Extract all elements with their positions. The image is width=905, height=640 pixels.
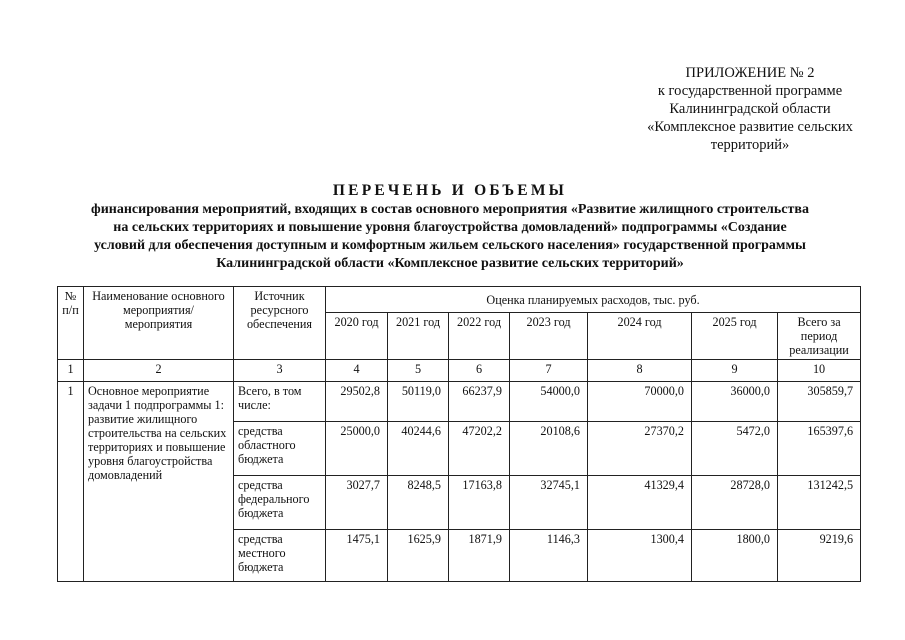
subtitle-line: финансирования мероприятий, входящих в состав основного мероприятия «Развитие жилищного строительства bbox=[91, 202, 809, 217]
value-2021: 50119,0 bbox=[388, 382, 449, 422]
appendix-number: ПРИЛОЖЕНИЕ № 2 bbox=[685, 65, 815, 81]
value-2023: 54000,0 bbox=[510, 382, 588, 422]
header-2022: 2022 год bbox=[449, 313, 510, 360]
title-main: ПЕРЕЧЕНЬ И ОБЪЕМЫ bbox=[332, 182, 568, 199]
source-cell: средства областного бюджета bbox=[234, 422, 326, 476]
source-cell: Всего, в том числе: bbox=[234, 382, 326, 422]
value-2024: 41329,4 bbox=[588, 476, 692, 530]
index-cell: 8 bbox=[588, 360, 692, 382]
appendix-line: к государственной программе bbox=[657, 83, 843, 99]
value-2023: 20108,6 bbox=[510, 422, 588, 476]
header-2020: 2020 год bbox=[326, 313, 388, 360]
value-2021: 1625,9 bbox=[388, 530, 449, 582]
header-row bbox=[58, 287, 861, 313]
value-2021: 40244,6 bbox=[388, 422, 449, 476]
value-2022: 47202,2 bbox=[449, 422, 510, 476]
header-estimate: Оценка планируемых расходов, тыс. руб. bbox=[326, 287, 861, 313]
index-cell: 3 bbox=[234, 360, 326, 382]
header-2024: 2024 год bbox=[588, 313, 692, 360]
index-cell: 9 bbox=[692, 360, 778, 382]
index-cell: 2 bbox=[84, 360, 234, 382]
index-cell: 5 bbox=[388, 360, 449, 382]
document-title bbox=[40, 181, 860, 273]
header-2023: 2023 год bbox=[510, 313, 588, 360]
index-cell: 7 bbox=[510, 360, 588, 382]
value-total: 9219,6 bbox=[778, 530, 861, 582]
value-2022: 66237,9 bbox=[449, 382, 510, 422]
index-cell: 4 bbox=[326, 360, 388, 382]
appendix-line: «Комплексное развитие сельских bbox=[647, 119, 853, 135]
value-2020: 1475,1 bbox=[326, 530, 388, 582]
value-2024: 1300,4 bbox=[588, 530, 692, 582]
appendix-line: территорий» bbox=[710, 137, 790, 153]
item-name: Основное мероприятие задачи 1 подпрограммы 1: развитие жилищного строительства на сельских территориях и повышение уровня благоустройства домовладений bbox=[84, 382, 234, 582]
value-2023: 1146,3 bbox=[510, 530, 588, 582]
value-2024: 70000,0 bbox=[588, 382, 692, 422]
subtitle-line: условий для обеспечения доступным и комфортным жильем сельского населения» государственной программы bbox=[94, 238, 806, 253]
source-cell: средства федерального бюджета bbox=[234, 476, 326, 530]
value-total: 165397,6 bbox=[778, 422, 861, 476]
index-cell: 10 bbox=[778, 360, 861, 382]
value-2022: 1871,9 bbox=[449, 530, 510, 582]
financing-table bbox=[57, 286, 861, 582]
value-2025: 1800,0 bbox=[692, 530, 778, 582]
value-2025: 5472,0 bbox=[692, 422, 778, 476]
appendix-header bbox=[600, 64, 900, 154]
value-2025: 28728,0 bbox=[692, 476, 778, 530]
value-2022: 17163,8 bbox=[449, 476, 510, 530]
index-row bbox=[58, 360, 861, 382]
header-total: Всего за период реализации bbox=[778, 313, 861, 360]
subtitle-line: Калининградской области «Комплексное развитие сельских территорий» bbox=[216, 256, 684, 271]
value-2020: 25000,0 bbox=[326, 422, 388, 476]
index-cell: 1 bbox=[58, 360, 84, 382]
value-2023: 32745,1 bbox=[510, 476, 588, 530]
value-total: 131242,5 bbox=[778, 476, 861, 530]
table-row bbox=[58, 382, 861, 422]
source-cell: средства местного бюджета bbox=[234, 530, 326, 582]
value-total: 305859,7 bbox=[778, 382, 861, 422]
value-2024: 27370,2 bbox=[588, 422, 692, 476]
value-2025: 36000,0 bbox=[692, 382, 778, 422]
header-2025: 2025 год bbox=[692, 313, 778, 360]
header-num: № п/п bbox=[58, 287, 84, 360]
appendix-line: Калининградской области bbox=[669, 101, 831, 117]
header-2021: 2021 год bbox=[388, 313, 449, 360]
value-2021: 8248,5 bbox=[388, 476, 449, 530]
header-name: Наименование основного мероприятия/ мероприятия bbox=[84, 287, 234, 360]
header-source: Источник ресурсного обеспечения bbox=[234, 287, 326, 360]
value-2020: 29502,8 bbox=[326, 382, 388, 422]
title-subtitle bbox=[40, 201, 860, 273]
item-num: 1 bbox=[58, 382, 84, 582]
index-cell: 6 bbox=[449, 360, 510, 382]
value-2020: 3027,7 bbox=[326, 476, 388, 530]
subtitle-line: на сельских территориях и повышение уровня благоустройства домовладений» подпрограммы «Создание bbox=[113, 220, 787, 235]
